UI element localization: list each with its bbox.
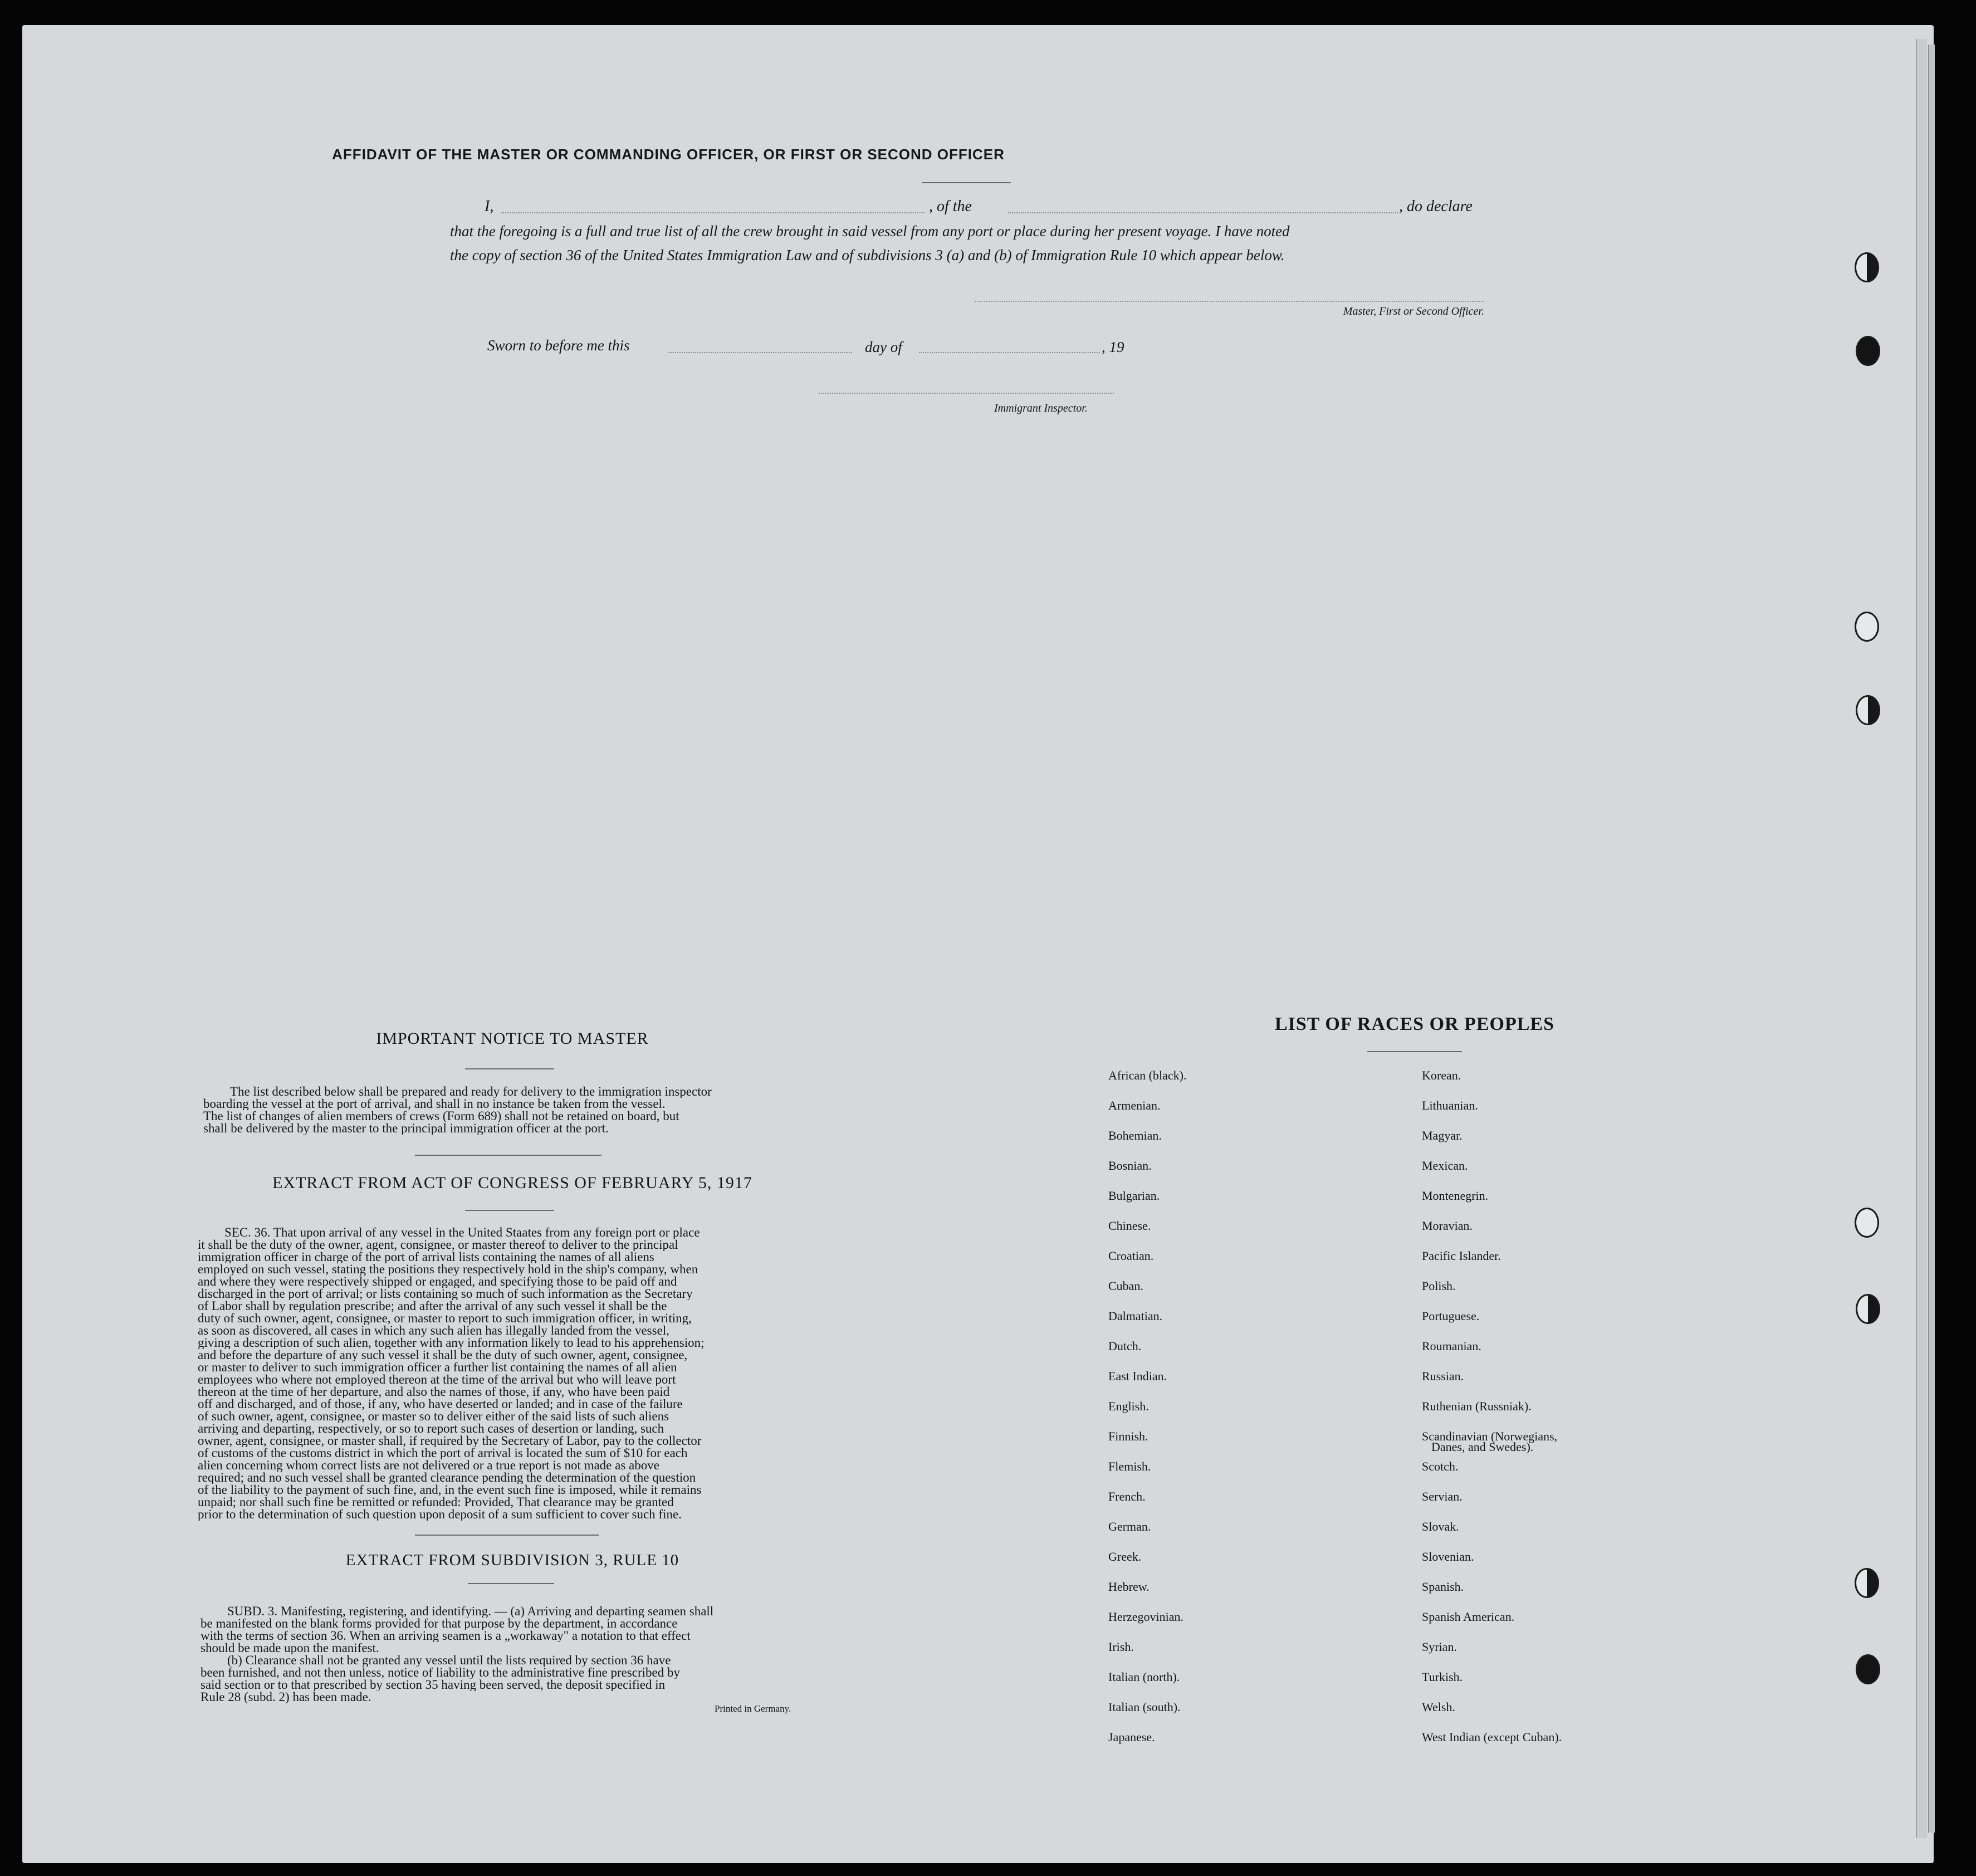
race-item: Syrian. xyxy=(1422,1640,1457,1654)
text-line: boarding the vessel at the port of arrival, and shall in no instance be taken from the vessel. xyxy=(203,1098,666,1110)
text-line: arriving and departing, respectively, or so to report such cases of desertion or landing, such xyxy=(198,1423,664,1435)
race-item: English. xyxy=(1108,1399,1149,1413)
race-item: Dutch. xyxy=(1108,1339,1142,1353)
affidavit-of-the: , of the xyxy=(929,198,972,215)
text-line: Rule 28 (subd. 2) has been made. xyxy=(200,1691,371,1703)
race-item: Scandinavian (Norwegians, xyxy=(1422,1429,1558,1443)
day-of-label: day of xyxy=(865,339,902,355)
text-line: shall be delivered by the master to the principal immigration officer at the port. xyxy=(203,1122,609,1135)
divider xyxy=(465,1068,554,1069)
text-line: or master to deliver to such immigration officer a further list containing the names of all alien xyxy=(198,1361,677,1374)
race-item: Italian (north). xyxy=(1108,1670,1180,1684)
divider xyxy=(468,1583,554,1584)
race-item: Magyar. xyxy=(1422,1128,1463,1142)
text-line: immigration officer in charge of the port of arrival lists containing the names of all aliens xyxy=(198,1251,654,1263)
text-line: SUBD. 3. Manifesting, registering, and identifying. — (a) Arriving and departing seamen shall xyxy=(227,1605,714,1618)
text-line: and where they were respectively shipped or engaged, and specifying those to be paid off and xyxy=(198,1276,677,1288)
inspector-label: Immigrant Inspector. xyxy=(994,402,1088,414)
text-line: alien concerning whom correct lists are not delivered or a true report is not made as above xyxy=(198,1459,659,1472)
punch-hole-icon xyxy=(1856,1654,1880,1684)
extract-act-title: EXTRACT FROM ACT OF CONGRESS OF FEBRUARY 5, 1917 xyxy=(272,1174,752,1192)
punch-hole-icon xyxy=(1856,1294,1880,1324)
text-line: should be made upon the manifest. xyxy=(200,1642,379,1654)
affidavit-i-label: I, xyxy=(485,198,494,215)
text-line: said section or to that prescribed by section 35 having been served, the deposit specified in xyxy=(200,1679,666,1691)
races-title: LIST OF RACES OR PEOPLES xyxy=(1274,1014,1554,1034)
printed-in-label: Printed in Germany. xyxy=(715,1703,791,1714)
punch-hole-icon xyxy=(1855,252,1879,282)
text-line: unpaid; nor shall such fine be remitted or refunded: Provided, That clearance may be granted xyxy=(198,1496,674,1508)
race-item: Bohemian. xyxy=(1108,1128,1162,1142)
race-item: German. xyxy=(1108,1520,1151,1533)
text-line: duty of such owner, agent, consignee, or master to report to such immigration officer, in writing, xyxy=(198,1312,692,1325)
race-item: West Indian (except Cuban). xyxy=(1422,1730,1562,1744)
race-item: Cuban. xyxy=(1108,1279,1143,1293)
year-label: , 19 xyxy=(1102,339,1124,355)
month-blank xyxy=(919,352,1100,353)
affidavit-line-2: that the foregoing is a full and true list of all the crew brought in said vessel from any port or place during her present voyage. I have noted xyxy=(450,223,1290,240)
race-item: Flemish. xyxy=(1108,1459,1151,1473)
text-line: been furnished, and not then unless, notice of liability to the administrative fine prescribed by xyxy=(200,1667,680,1679)
race-item: French. xyxy=(1108,1489,1146,1503)
text-line: prior to the determination of such question upon deposit of a sum sufficient to cover such fine. xyxy=(198,1508,682,1521)
race-item: Slovenian. xyxy=(1422,1550,1474,1564)
race-item: Scotch. xyxy=(1422,1459,1459,1473)
text-line: of customs of the customs district in which the port of arrival is located the sum of $10 for each xyxy=(198,1447,688,1459)
text-line: employees who where not employed thereon at the time of the arrival but who will leave port xyxy=(198,1374,676,1386)
extract-rule-title: EXTRACT FROM SUBDIVISION 3, RULE 10 xyxy=(345,1551,679,1569)
race-item: Croatian. xyxy=(1108,1249,1154,1263)
race-item: Portuguese. xyxy=(1422,1309,1480,1323)
punch-hole-icon xyxy=(1855,1568,1879,1598)
affidavit-title: AFFIDAVIT OF THE MASTER OR COMMANDING OFFICER, OR FIRST OR SECOND OFFICER xyxy=(332,146,1005,163)
text-line: SEC. 36. That upon arrival of any vessel in the United Staates from any foreign port or place xyxy=(224,1227,700,1239)
punch-hole-icon xyxy=(1855,1208,1879,1238)
text-line: off and discharged, and of those, if any, who have deserted or landed; and in case of the failure xyxy=(198,1398,683,1410)
signature-line xyxy=(975,301,1484,302)
extract-act-text xyxy=(198,1227,816,1521)
race-item: Chinese. xyxy=(1108,1219,1151,1233)
race-item: Lithuanian. xyxy=(1422,1098,1478,1112)
race-item: Hebrew. xyxy=(1108,1580,1150,1594)
race-item: Ruthenian (Russniak). xyxy=(1422,1399,1532,1413)
text-line: The list described below shall be prepared and ready for delivery to the immigration inspector xyxy=(230,1086,712,1098)
notice-title: IMPORTANT NOTICE TO MASTER xyxy=(376,1029,649,1048)
sworn-day-blank xyxy=(668,352,852,353)
page-edge xyxy=(1928,45,1935,1833)
race-item: African (black). xyxy=(1108,1068,1187,1082)
name-blank xyxy=(501,212,925,213)
affidavit-line-3: the copy of section 36 of the United States Immigration Law and of subdivisions 3 (a) and (b) of Immigration Rule 10 which appear below. xyxy=(450,247,1285,263)
divider xyxy=(1367,1051,1462,1052)
race-item: Montenegrin. xyxy=(1422,1189,1489,1203)
text-line: employed on such vessel, stating the positions they respectively hold in the ship's company, when xyxy=(198,1263,698,1276)
race-item: Spanish American. xyxy=(1422,1610,1515,1624)
race-item: Russian. xyxy=(1422,1369,1464,1383)
vessel-blank xyxy=(1008,212,1398,213)
divider xyxy=(415,1535,599,1536)
race-item: Korean. xyxy=(1422,1068,1461,1082)
text-line: as soon as discovered, all cases in which any such alien has illegally landed from the vessel, xyxy=(198,1325,669,1337)
race-item: Greek. xyxy=(1108,1550,1142,1564)
master-signature-label: Master, First or Second Officer. xyxy=(1343,305,1484,317)
race-item: Spanish. xyxy=(1422,1580,1464,1594)
divider xyxy=(415,1155,601,1156)
race-item: East Indian. xyxy=(1108,1369,1167,1383)
race-item: Armenian. xyxy=(1108,1098,1161,1112)
race-item: Finnish. xyxy=(1108,1429,1148,1443)
punch-hole-icon xyxy=(1855,612,1879,642)
text-line: of such owner, agent, consignee, or master so to deliver either of the said lists of such aliens xyxy=(198,1410,669,1423)
text-line: it shall be the duty of the owner, agent, consignee, or master thereof to deliver to the principal xyxy=(198,1239,678,1251)
race-item: Danes, and Swedes). xyxy=(1431,1440,1534,1454)
text-line: with the terms of section 36. When an arriving seamen is a „workaway" a notation to that effect xyxy=(200,1630,691,1642)
divider xyxy=(922,182,1011,183)
race-item: Moravian. xyxy=(1422,1219,1473,1233)
race-item: Irish. xyxy=(1108,1640,1134,1654)
text-line: owner, agent, consignee, or master shall, if required by the Secretary of Labor, pay to the collector xyxy=(198,1435,702,1447)
sworn-label: Sworn to before me this xyxy=(487,337,630,354)
text-line: The list of changes of alien members of crews (Form 689) shall not be retained on board, but xyxy=(203,1110,679,1122)
text-line: required; and no such vessel shall be granted clearance pending the determination of the question xyxy=(198,1472,696,1484)
race-item: Slovak. xyxy=(1422,1520,1459,1533)
race-item: Roumanian. xyxy=(1422,1339,1481,1353)
race-item: Bulgarian. xyxy=(1108,1189,1160,1203)
race-item: Pacific Islander. xyxy=(1422,1249,1501,1263)
text-line: discharged in the port of arrival; or lists containing so much of such information as the Secretary xyxy=(198,1288,693,1300)
notice-text xyxy=(203,1086,816,1135)
race-item: Italian (south). xyxy=(1108,1700,1181,1714)
punch-hole-icon xyxy=(1856,336,1880,366)
text-line: of Labor shall by regulation prescribe; and after the arrival of any such vessel it shall be the xyxy=(198,1300,667,1312)
extract-rule-text xyxy=(200,1605,813,1703)
race-item: Polish. xyxy=(1422,1279,1456,1293)
inspector-signature-line xyxy=(819,393,1114,394)
text-line: (b) Clearance shall not be granted any vessel until the lists required by section 36 have xyxy=(227,1654,671,1667)
page-edge xyxy=(1916,39,1927,1838)
race-item: Herzegovinian. xyxy=(1108,1610,1183,1624)
text-line: be manifested on the blank forms provided for that purpose by the department, in accordance xyxy=(200,1618,678,1630)
divider xyxy=(465,1210,554,1211)
text-line: giving a description of such alien, together with any information likely to lead to his apprehension; xyxy=(198,1337,705,1349)
race-item: Mexican. xyxy=(1422,1159,1468,1172)
race-item: Dalmatian. xyxy=(1108,1309,1163,1323)
race-item: Japanese. xyxy=(1108,1730,1155,1744)
race-item: Turkish. xyxy=(1422,1670,1463,1684)
race-item: Servian. xyxy=(1422,1489,1463,1503)
punch-hole-icon xyxy=(1856,695,1880,725)
race-item: Welsh. xyxy=(1422,1700,1455,1714)
text-line: thereon at the time of her departure, and also the names of those, if any, who have been paid xyxy=(198,1386,670,1398)
text-line: of the liability to the payment of such fine, and, in the event such fine is imposed, while it remains xyxy=(198,1484,702,1496)
race-item: Bosnian. xyxy=(1108,1159,1152,1172)
affidavit-declare: , do declare xyxy=(1399,198,1473,215)
text-line: and before the departure of any such vessel it shall be the duty of such owner, agent, consignee, xyxy=(198,1349,688,1361)
